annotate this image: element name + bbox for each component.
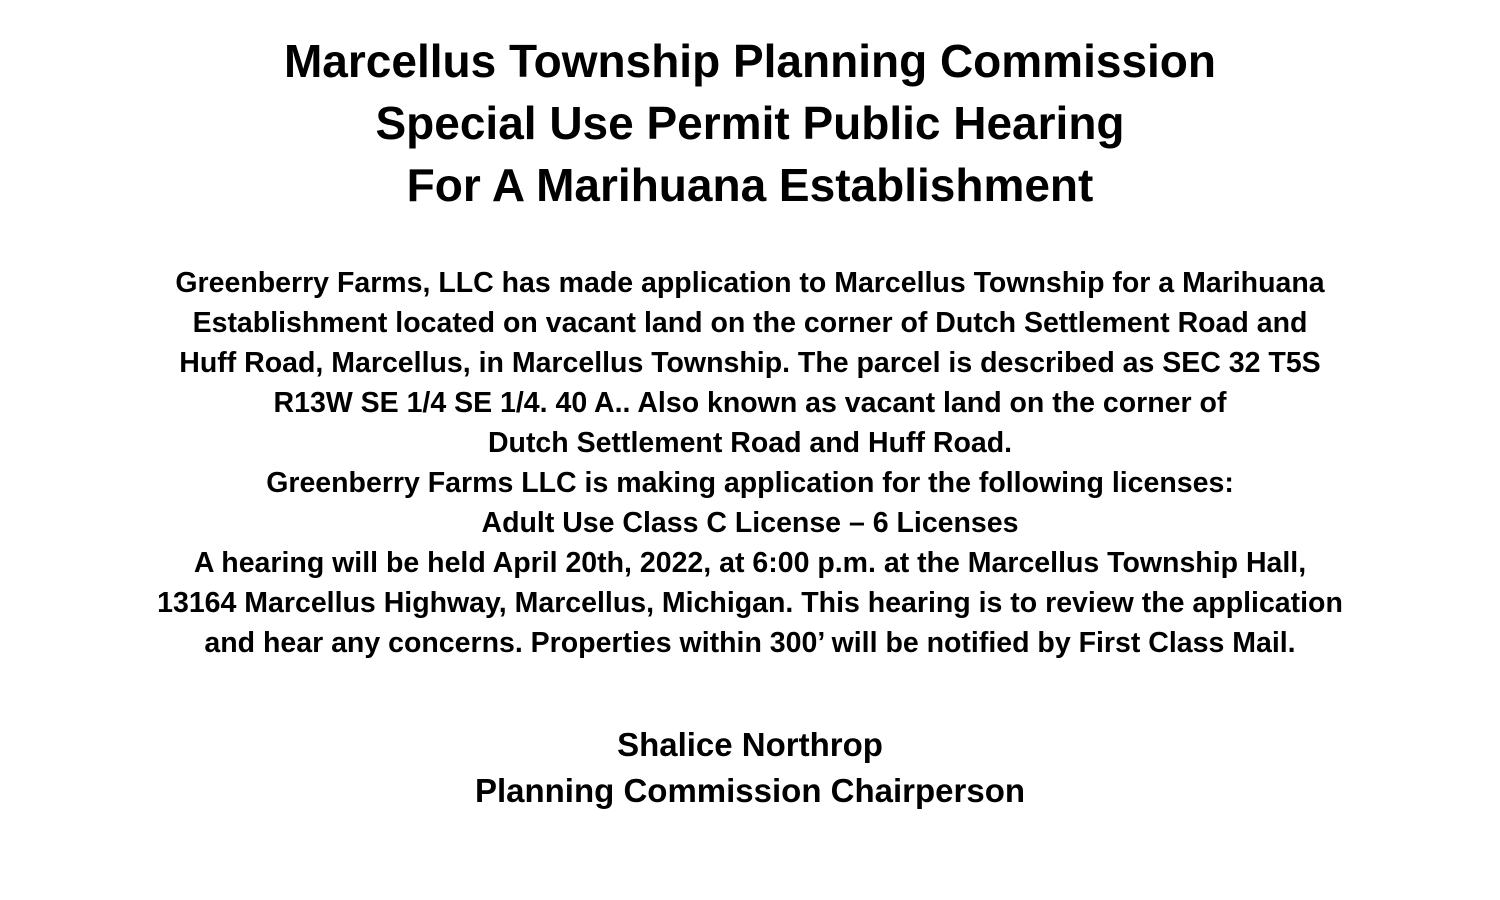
body-line: and hear any concerns. Properties within 300’ will be notified by First Class Mail. (204, 627, 1296, 659)
body-line: Greenberry Farms LLC is making application for the following licenses: (266, 467, 1234, 499)
hearing-date-line: A hearing will be held April 20th, 2022, at 6:00 p.m. at the Marcellus Township Hall, (193, 547, 1307, 579)
body-line: Establishment located on vacant land on the corner of Dutch Settlement Road and (192, 307, 1308, 339)
license-line: Adult Use Class C License – 6 Licenses (481, 507, 1019, 539)
body-line: Huff Road, Marcellus, in Marcellus Township. The parcel is described as SEC 32 T5S (179, 347, 1321, 379)
signatory-role: Planning Commission Chairperson (474, 772, 1026, 809)
signature-block (0, 722, 1500, 814)
title-line-commission: Marcellus Township Planning Commission (283, 35, 1217, 87)
body-line: R13W SE 1/4 SE 1/4. 40 A.. Also known as vacant land on the corner of (273, 387, 1227, 419)
body-line: Greenberry Farms, LLC has made application to Marcellus Township for a Marihuana (175, 267, 1325, 299)
title-line-hearing: Special Use Permit Public Hearing (375, 97, 1125, 149)
body-line: 13164 Marcellus Highway, Marcellus, Michigan. This hearing is to review the application (157, 587, 1343, 619)
title-line-establishment: For A Marihuana Establishment (406, 159, 1094, 211)
notice-body (0, 263, 1500, 663)
body-line: Dutch Settlement Road and Huff Road. (487, 427, 1013, 459)
signatory-name: Shalice Northrop (617, 726, 883, 763)
notice-title (0, 30, 1500, 216)
